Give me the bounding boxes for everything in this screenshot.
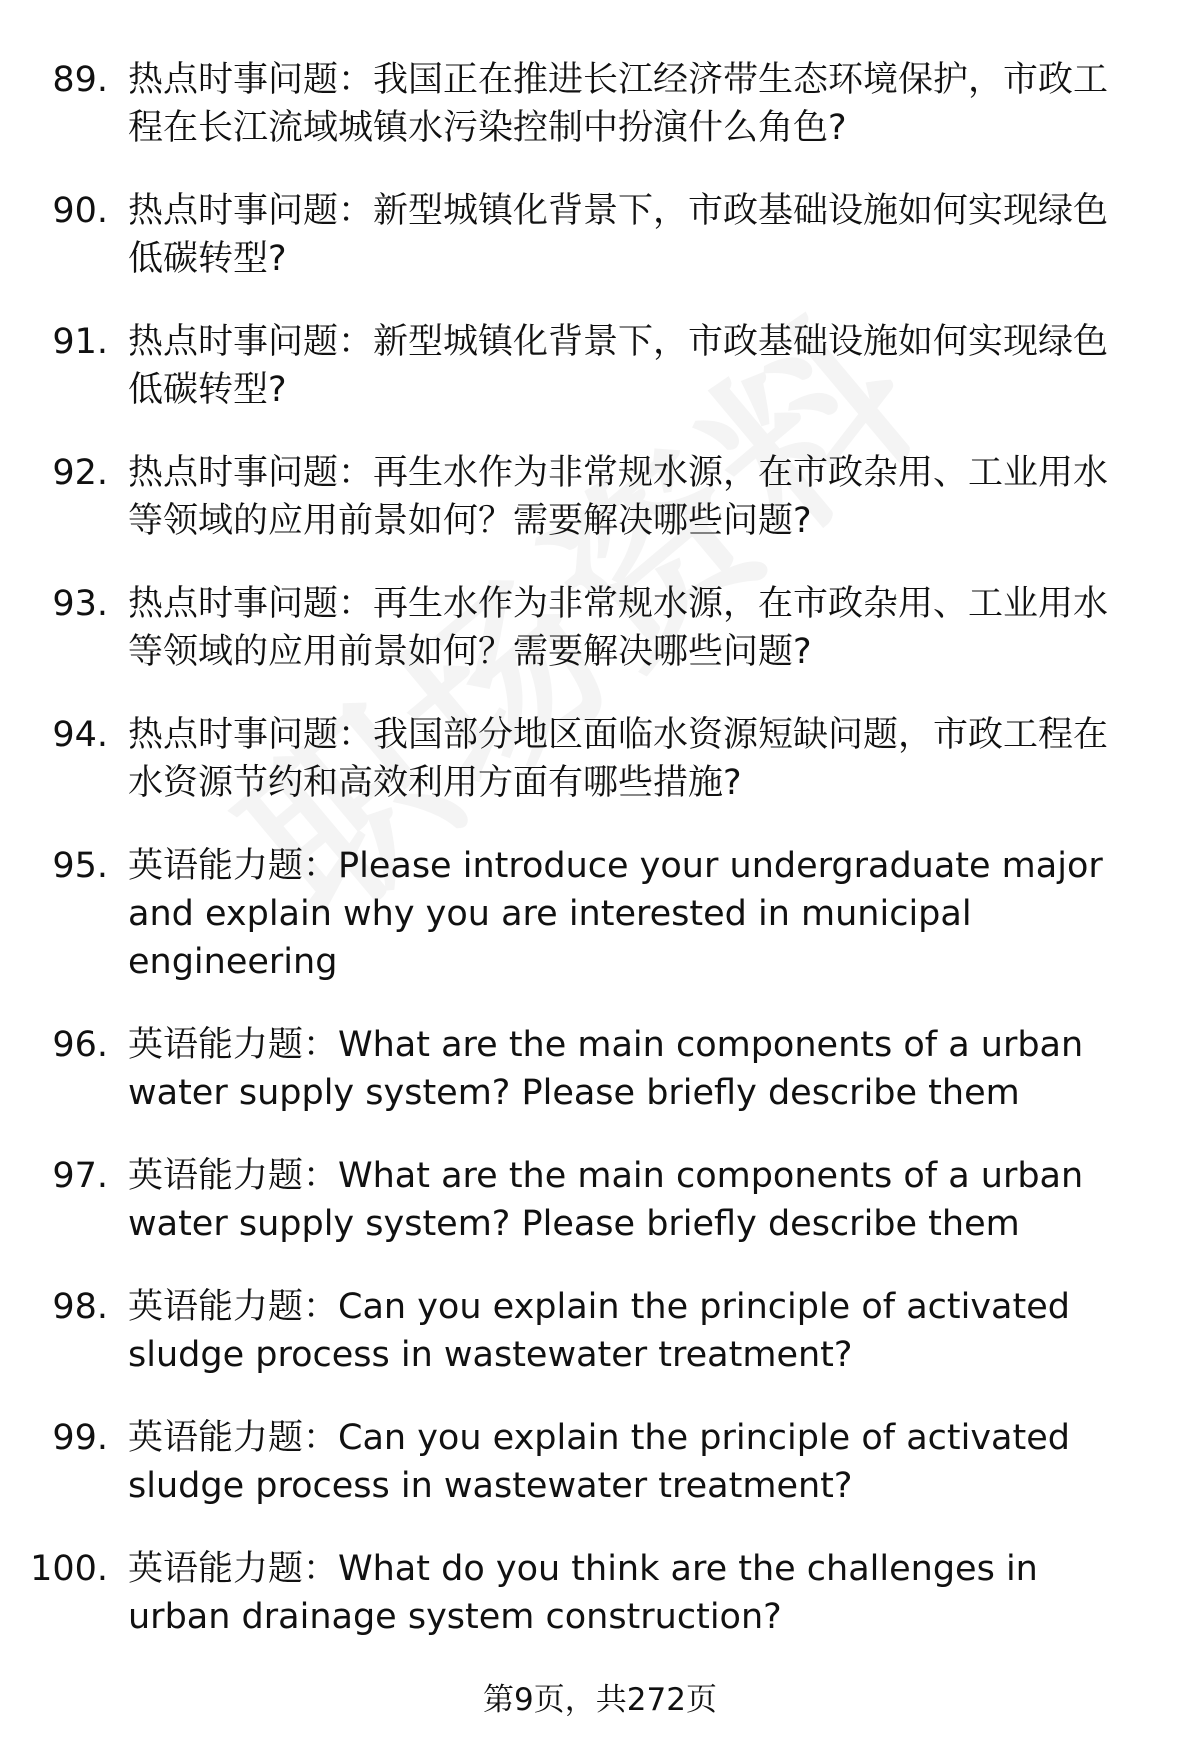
question-number: 100. [30, 1549, 108, 1589]
question-number: 92. [52, 453, 108, 493]
question-item-100 [0, 1545, 1143, 1641]
question-item-89 [0, 56, 1143, 152]
question-category: 热点时事问题： [128, 191, 374, 231]
question-item-96 [0, 1021, 1143, 1117]
question-number: 90. [52, 191, 108, 231]
question-text: 我国部分地区面临水资源短缺问题，市政工程在水资源节约和高效利用方面有哪些措施? [128, 715, 1109, 803]
question-text: What are the main components of a urban water supply system? Please briefly describe them [128, 1156, 1084, 1244]
question-number: 96. [52, 1025, 108, 1065]
page-number-footer: 第9页，共272页 [483, 1682, 717, 1718]
question-number: 98. [52, 1287, 108, 1327]
question-text: What are the main components of a urban water supply system? Please briefly describe them [128, 1025, 1084, 1113]
question-text: 我国正在推进长江经济带生态环境保护，市政工程在长江流域城镇水污染控制中扮演什么角色? [128, 60, 1109, 148]
question-text: 再生水作为非常规水源，在市政杂用、工业用水等领域的应用前景如何？需要解决哪些问题? [128, 453, 1109, 541]
question-category: 英语能力题： [128, 1287, 339, 1327]
question-category: 热点时事问题： [128, 453, 374, 493]
question-category: 英语能力题： [128, 1549, 339, 1589]
question-item-98 [0, 1283, 1143, 1379]
question-category: 英语能力题： [128, 1418, 339, 1458]
question-item-93 [0, 580, 1143, 676]
question-category: 热点时事问题： [128, 322, 374, 362]
question-item-90 [0, 187, 1143, 283]
question-category: 热点时事问题： [128, 584, 374, 624]
question-item-97 [0, 1152, 1143, 1248]
question-category: 英语能力题： [128, 846, 339, 886]
question-number: 91. [52, 322, 108, 362]
question-text: 新型城镇化背景下，市政基础设施如何实现绿色低碳转型? [128, 322, 1109, 410]
question-text: Can you explain the principle of activated sludge process in wastewater treatment? [128, 1418, 1070, 1506]
question-item-95 [0, 842, 1143, 986]
question-item-99 [0, 1414, 1143, 1510]
question-item-94 [0, 711, 1143, 807]
question-number: 97. [52, 1156, 108, 1196]
question-number: 94. [52, 715, 108, 755]
question-text: Can you explain the principle of activated sludge process in wastewater treatment? [128, 1287, 1070, 1375]
question-category: 热点时事问题： [128, 715, 374, 755]
question-text: 再生水作为非常规水源，在市政杂用、工业用水等领域的应用前景如何？需要解决哪些问题? [128, 584, 1109, 672]
question-item-92 [0, 449, 1143, 545]
question-text: What do you think are the challenges in urban drainage system construction? [128, 1549, 1038, 1637]
question-text: 新型城镇化背景下，市政基础设施如何实现绿色低碳转型? [128, 191, 1109, 279]
question-item-91 [0, 318, 1143, 414]
question-category: 热点时事问题： [128, 60, 374, 100]
question-number: 95. [52, 846, 108, 886]
question-text: Please introduce your undergraduate major and explain why you are interested in municipal engineering [128, 846, 1103, 982]
question-number: 99. [52, 1418, 108, 1458]
question-category: 英语能力题： [128, 1156, 339, 1196]
question-category: 英语能力题： [128, 1025, 339, 1065]
question-number: 89. [52, 60, 108, 100]
question-list [0, 56, 1200, 1676]
question-number: 93. [52, 584, 108, 624]
